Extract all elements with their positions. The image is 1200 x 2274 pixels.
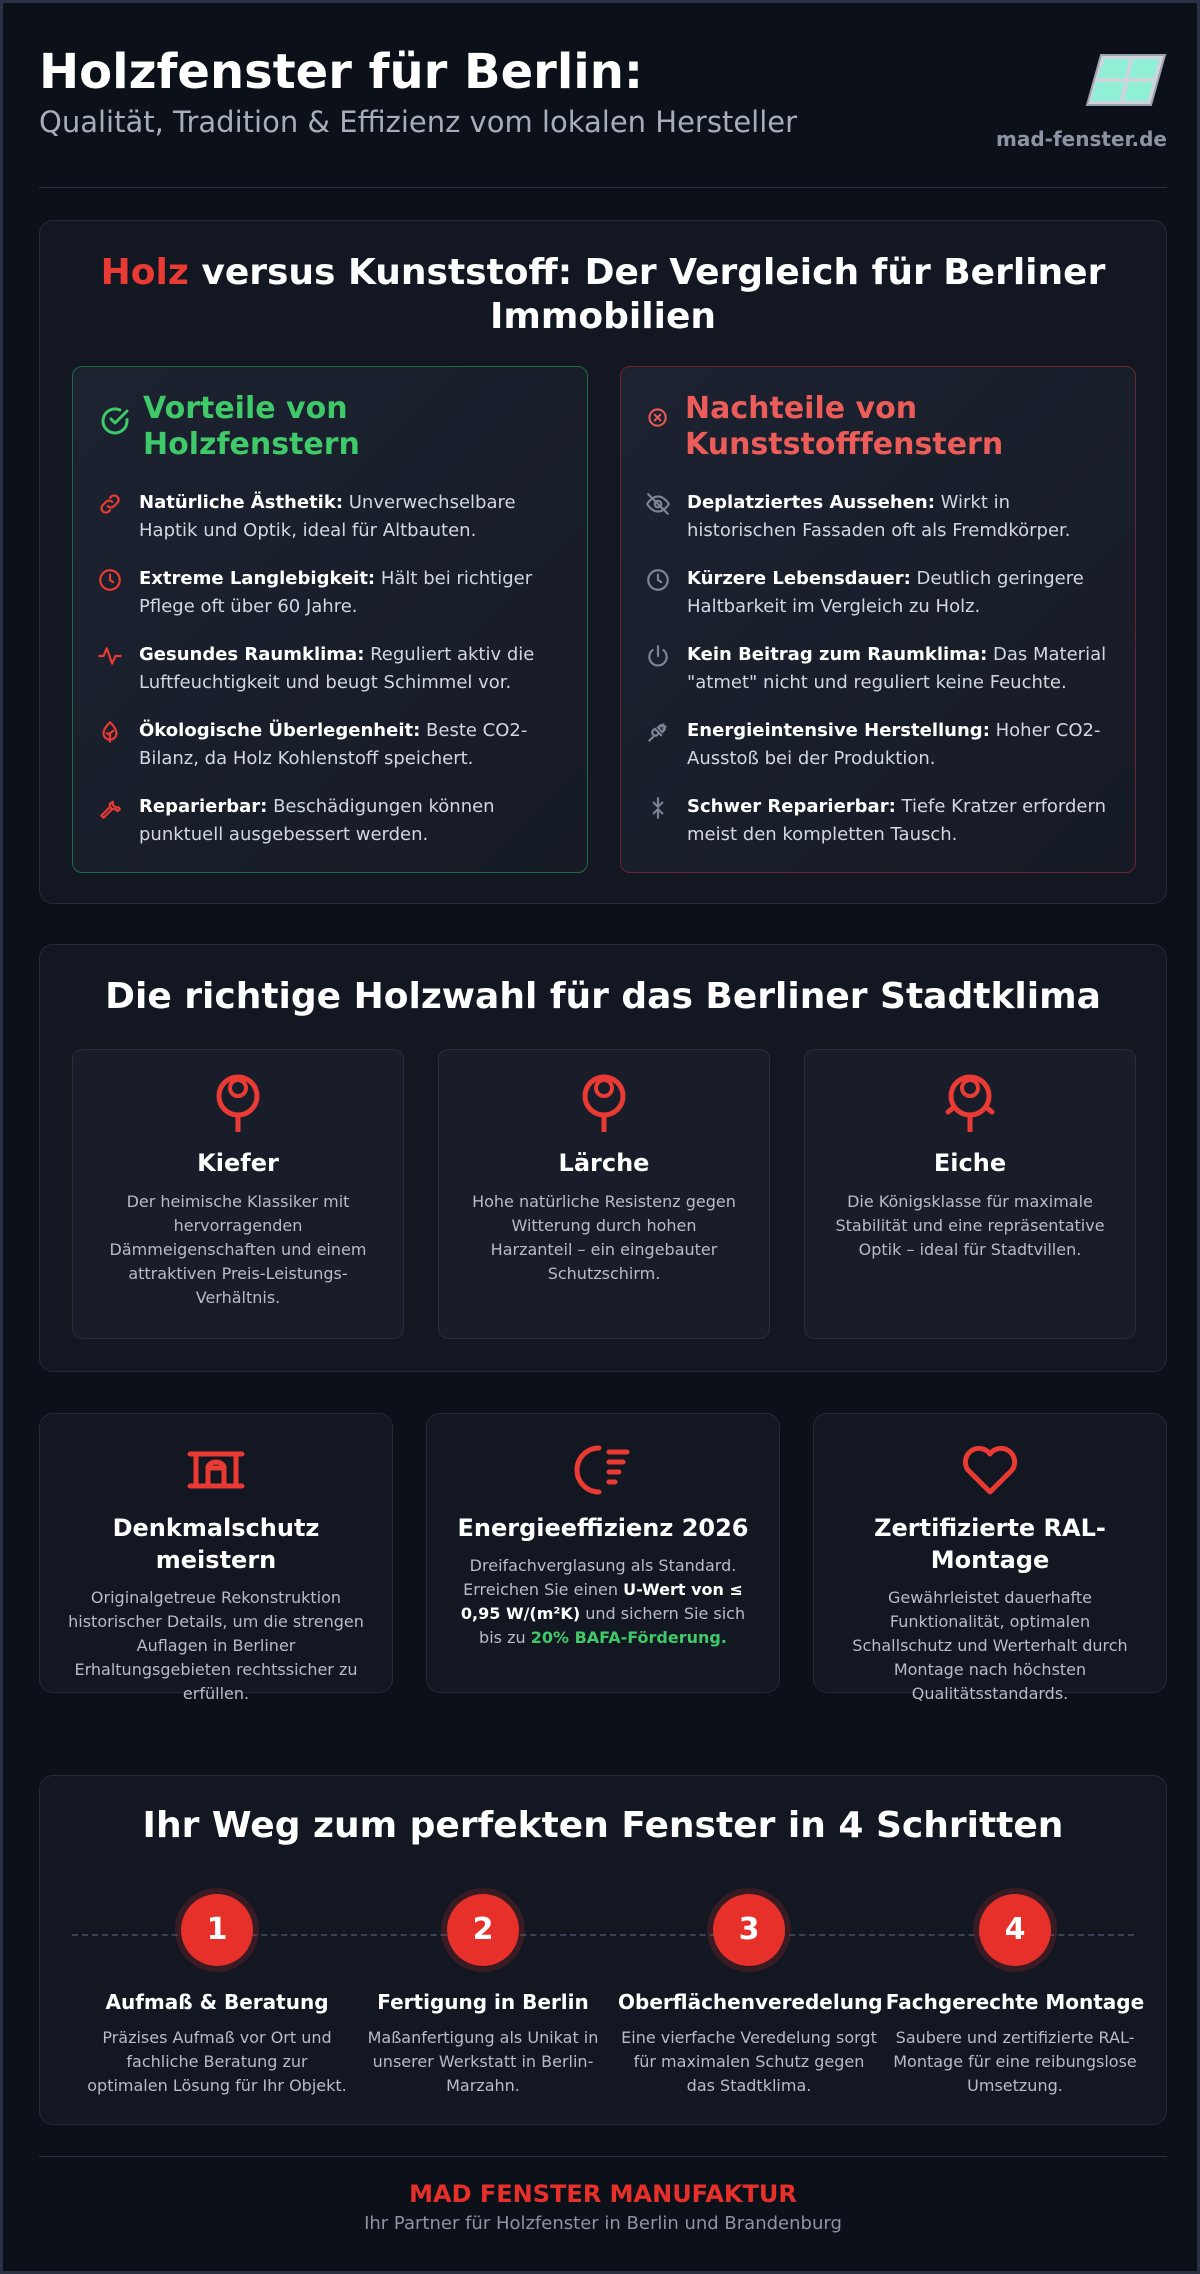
step-number: 3 bbox=[713, 1894, 785, 1966]
feature-card-denkmalschutz bbox=[39, 1413, 393, 1703]
pros-header bbox=[99, 391, 559, 463]
item-label: Kürzere Lebensdauer: bbox=[687, 568, 911, 589]
item-text: Wirkt in historischen Fassaden oft als Fremdkörper. bbox=[687, 492, 1071, 541]
window-icon bbox=[1085, 51, 1167, 109]
step-desc: Präzises Aufmaß vor Ort und fachliche Beratung zur optimalen Lösung für Ihr Objekt. bbox=[87, 2028, 347, 2095]
footer-brand: MAD FENSTER MANUFAKTUR bbox=[409, 2180, 797, 2208]
wood-name: Eiche bbox=[933, 1149, 1007, 1177]
pros-title: Vorteile von Holzfenstern bbox=[143, 391, 360, 462]
feature-desc-text: Dreifachverglasung als Standard. Erreichen Sie einen bbox=[463, 1556, 737, 1599]
step-number: 2 bbox=[447, 1894, 519, 1966]
pulse-icon bbox=[97, 643, 123, 669]
u-value: U-Wert von ≤ 0,95 W/(m²K) bbox=[460, 1580, 743, 1623]
item-label: Kein Beitrag zum Raumklima: bbox=[687, 644, 988, 665]
step-name: Fachgerechte Montage bbox=[885, 1990, 1145, 2014]
page-subtitle: Qualität, Tradition & Effizienz vom lokalen Hersteller bbox=[39, 105, 798, 139]
step-item bbox=[352, 1894, 614, 2098]
item-label: Gesundes Raumklima: bbox=[139, 644, 365, 665]
feature-name: Energieeffizienz 2026 bbox=[457, 1514, 749, 1542]
step-item bbox=[618, 1894, 883, 2098]
clock-icon bbox=[97, 567, 123, 593]
tree-icon bbox=[943, 1074, 997, 1132]
cons-header bbox=[647, 391, 1107, 463]
comparison-panel bbox=[39, 220, 1167, 904]
item-text: Hoher CO2-Ausstoß bei der Produktion. bbox=[687, 720, 1101, 769]
comparison-title bbox=[40, 251, 1166, 339]
feature-card-energieeffizienz bbox=[426, 1413, 780, 1693]
pros-list bbox=[97, 489, 567, 869]
tree-icon bbox=[211, 1074, 265, 1132]
wood-desc: Hohe natürliche Resistenz gegen Witterung durch hohen Harzanteil – ein eingebauter Schutzschirm. bbox=[472, 1192, 736, 1283]
wood-desc: Der heimische Klassiker mit hervorragenden Dämmeigenschaften und einem attraktiven Preis-Leistungs-Verhältnis. bbox=[109, 1192, 367, 1307]
list-item bbox=[97, 793, 567, 869]
pros-column bbox=[72, 366, 588, 873]
step-name: Aufmaß & Beratung bbox=[105, 1990, 329, 2014]
item-label: Schwer Reparierbar: bbox=[687, 796, 896, 817]
list-item bbox=[645, 565, 1115, 641]
feature-desc bbox=[453, 1554, 753, 1650]
steps-panel bbox=[39, 1775, 1167, 2125]
item-text: Beschädigungen können punktuell ausgebessert werden. bbox=[139, 796, 495, 845]
cons-title: Nachteile von Kunststofffenstern bbox=[685, 391, 1004, 462]
step-desc: Saubere und zertifizierte RAL-Montage für eine reibungslose Umsetzung. bbox=[893, 2028, 1137, 2095]
wood-card-kiefer bbox=[72, 1049, 404, 1339]
divider bbox=[39, 187, 1167, 188]
comparison-title-accent: Holz bbox=[100, 252, 189, 293]
list-item bbox=[97, 565, 567, 641]
wood-desc: Die Königsklasse für maximale Stabilität und eine repräsentative Optik – ideal für Stadtvillen. bbox=[835, 1192, 1105, 1259]
step-number: 4 bbox=[979, 1894, 1051, 1966]
gauge-icon bbox=[573, 1440, 633, 1500]
heart-icon bbox=[960, 1440, 1020, 1500]
wood-name: Lärche bbox=[558, 1149, 650, 1177]
cons-list bbox=[645, 489, 1115, 869]
step-item bbox=[86, 1894, 348, 2098]
clock-icon bbox=[645, 567, 671, 593]
item-label: Deplatziertes Aussehen: bbox=[687, 492, 935, 513]
wood-title: Die richtige Holzwahl für das Berliner Stadtklima bbox=[105, 976, 1101, 1017]
power-icon bbox=[645, 643, 671, 669]
tree-icon bbox=[577, 1074, 631, 1132]
page-title: Holzfenster für Berlin: bbox=[39, 44, 644, 100]
wrench-icon bbox=[97, 795, 123, 821]
link-icon bbox=[97, 491, 123, 517]
check-circle-icon bbox=[99, 405, 131, 437]
item-text: Hält bei richtiger Pflege oft über 60 Jahre. bbox=[139, 568, 533, 617]
item-text: Deutlich geringere Haltbarkeit im Vergleich zu Holz. bbox=[687, 568, 1084, 617]
leaf-icon bbox=[97, 719, 123, 745]
x-circle-icon bbox=[647, 407, 673, 433]
item-label: Extreme Langlebigkeit: bbox=[139, 568, 376, 589]
item-label: Ökologische Überlegenheit: bbox=[139, 720, 421, 741]
feature-desc: Gewährleistet dauerhafte Funktionalität, optimalen Schallschutz und Werterhalt durch Montage nach höchsten Qualitätsstandards. bbox=[852, 1588, 1128, 1703]
feature-card-ral-montage bbox=[813, 1413, 1167, 1703]
eye-off-icon bbox=[645, 491, 671, 517]
step-number: 1 bbox=[181, 1894, 253, 1966]
step-desc: Eine vierfache Veredelung sorgt für maximalen Schutz gegen das Stadtklima. bbox=[621, 2028, 877, 2095]
feature-desc-text: und sichern Sie sich bis zu bbox=[479, 1604, 746, 1647]
comparison-title-text: versus Kunststoff: Der Vergleich für Berliner Immobilien bbox=[188, 252, 1106, 337]
item-text: Beste CO2-Bilanz, da Holz Kohlenstoff speichert. bbox=[139, 720, 528, 769]
item-text: Tiefe Kratzer erfordern meist den kompletten Tausch. bbox=[687, 796, 1106, 845]
wood-panel bbox=[39, 944, 1167, 1372]
plug-icon bbox=[645, 719, 671, 745]
wood-card-laerche bbox=[438, 1049, 770, 1339]
feature-desc: Originalgetreue Rekonstruktion historischer Details, um die strengen Auflagen in Berliner Erhaltungsgebieten rechtssicher zu erfüllen. bbox=[68, 1588, 364, 1703]
list-item bbox=[97, 641, 567, 717]
list-item bbox=[97, 717, 567, 793]
step-item bbox=[884, 1894, 1146, 2098]
list-item bbox=[645, 641, 1115, 717]
step-name: Fertigung in Berlin bbox=[377, 1990, 589, 2014]
divider bbox=[39, 2156, 1167, 2157]
steps-title: Ihr Weg zum perfekten Fenster in 4 Schritten bbox=[142, 1805, 1064, 1846]
broken-link-icon bbox=[645, 795, 671, 821]
item-label: Reparierbar: bbox=[139, 796, 268, 817]
item-label: Energieintensive Herstellung: bbox=[687, 720, 990, 741]
item-text: Unverwechselbare Haptik und Optik, ideal für Altbauten. bbox=[139, 492, 516, 541]
item-text: Reguliert aktiv die Luftfeuchtigkeit und beugt Schimmel vor. bbox=[139, 644, 535, 693]
step-desc: Maßanfertigung als Unikat in unserer Werkstatt in Berlin-Marzahn. bbox=[367, 2028, 599, 2095]
cons-column bbox=[620, 366, 1136, 873]
footer bbox=[39, 2179, 1167, 2234]
item-text: Das Material "atmet" nicht und reguliert keine Feuchte. bbox=[687, 644, 1107, 693]
list-item bbox=[97, 489, 567, 565]
website-url[interactable]: mad-fenster.de bbox=[996, 127, 1167, 151]
list-item bbox=[645, 793, 1115, 869]
bafa-highlight: 20% BAFA-Förderung. bbox=[530, 1628, 727, 1647]
header bbox=[39, 43, 1167, 163]
monument-icon bbox=[186, 1440, 246, 1500]
list-item bbox=[645, 717, 1115, 793]
wood-name: Kiefer bbox=[197, 1149, 279, 1177]
feature-name: Zertifizierte RAL-Montage bbox=[874, 1514, 1106, 1574]
feature-name: Denkmalschutz meistern bbox=[112, 1514, 320, 1574]
item-label: Natürliche Ästhetik: bbox=[139, 492, 344, 513]
list-item bbox=[645, 489, 1115, 565]
wood-card-eiche bbox=[804, 1049, 1136, 1339]
step-name: Oberflächenveredelung bbox=[618, 1990, 883, 2014]
footer-tagline: Ihr Partner für Holzfenster in Berlin und Brandenburg bbox=[364, 2213, 842, 2234]
